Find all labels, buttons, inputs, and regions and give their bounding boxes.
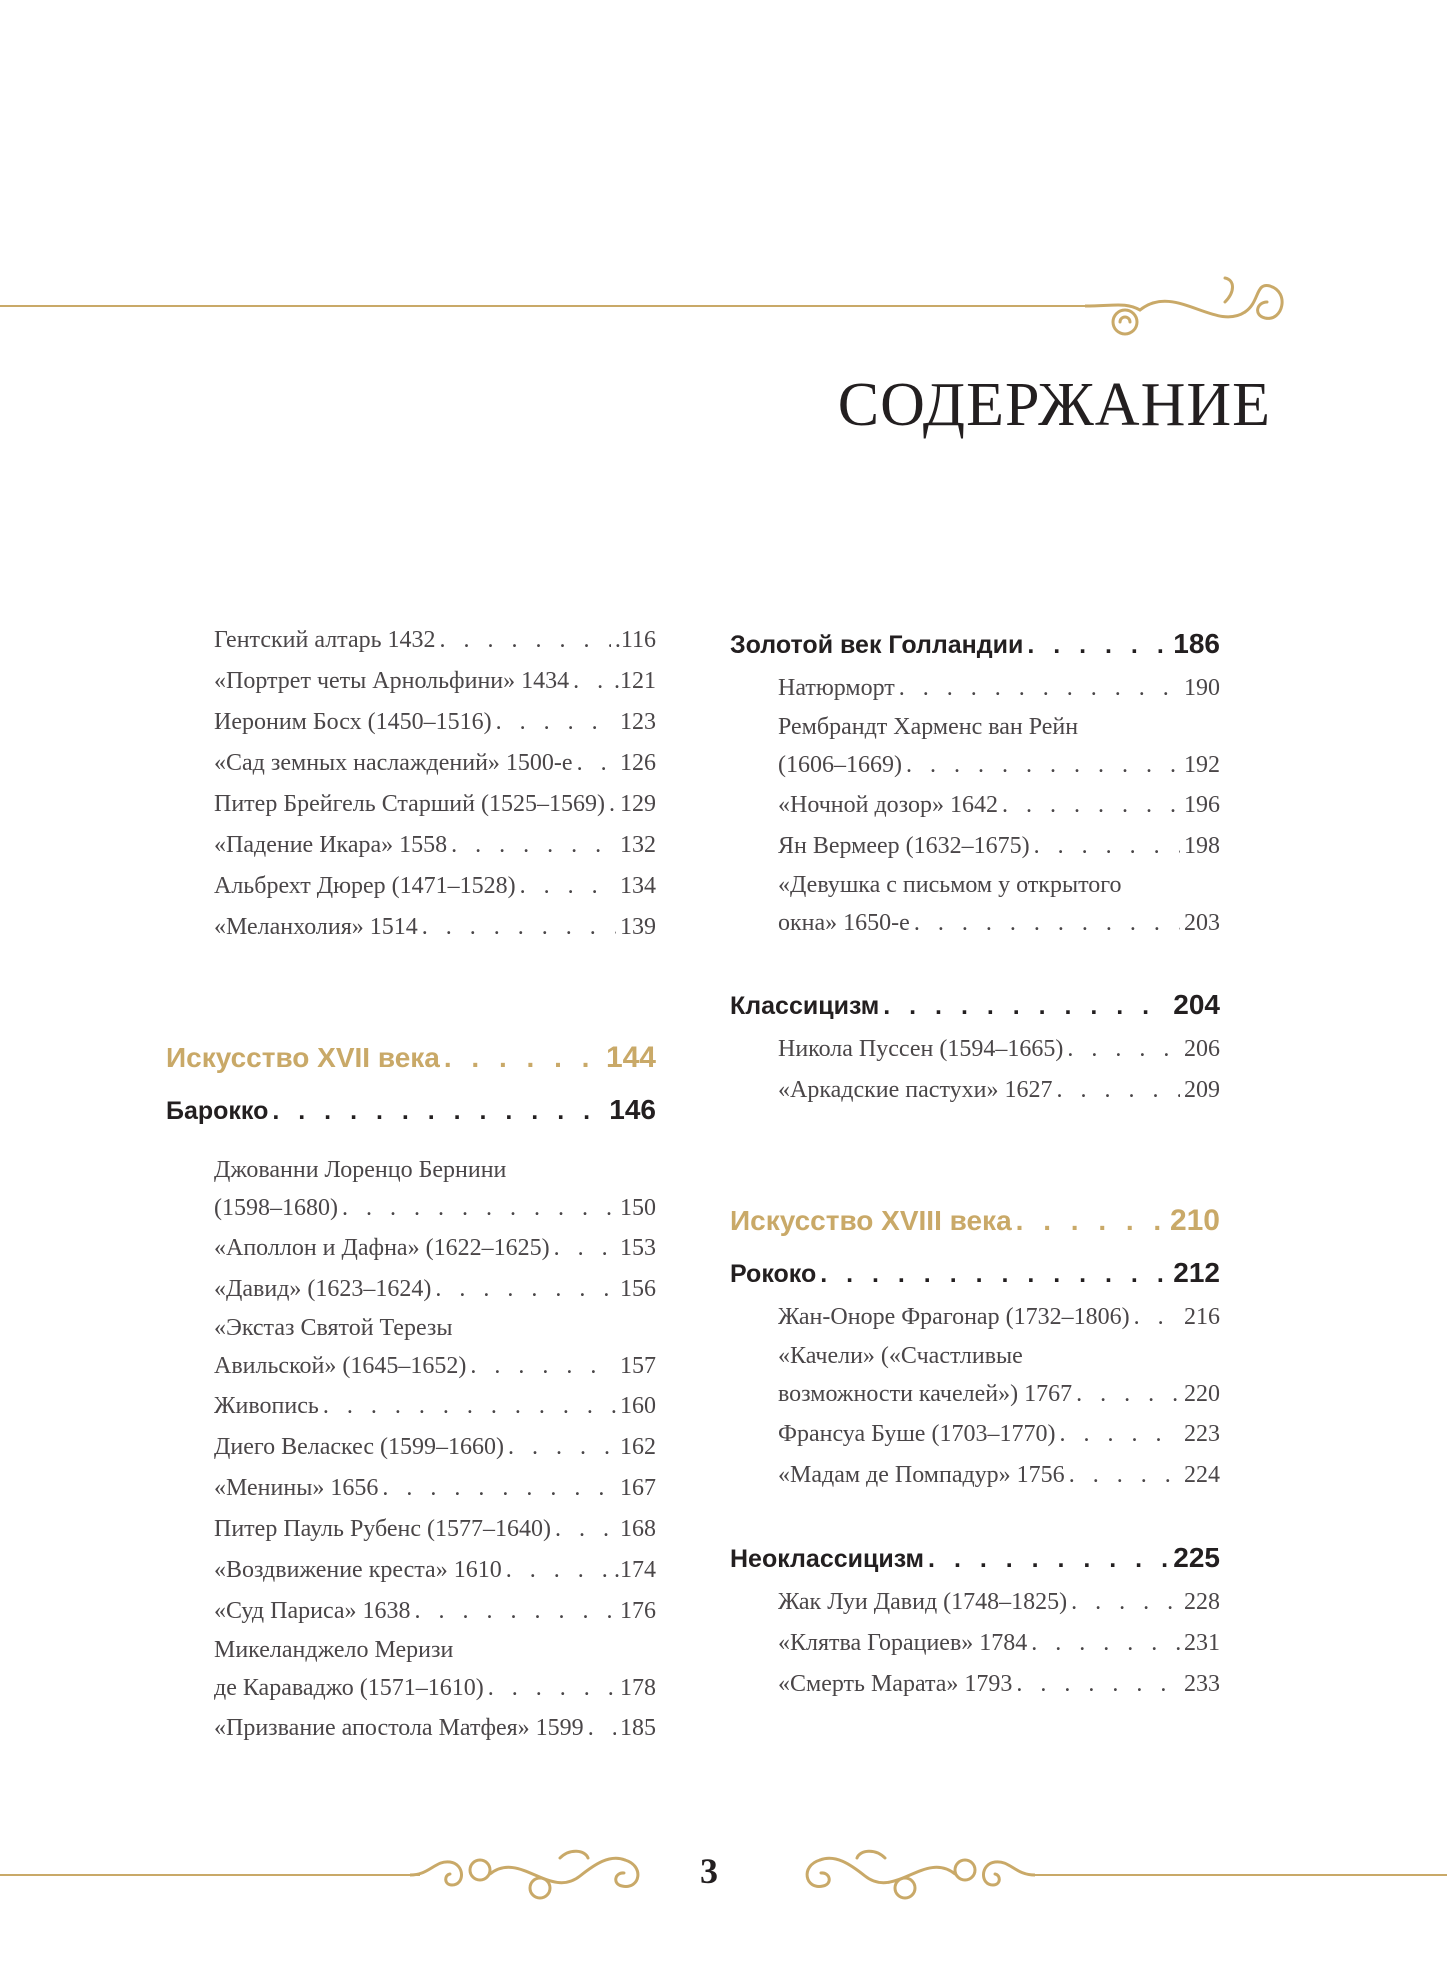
dot-leader — [899, 668, 1180, 709]
dot-leader — [1016, 1193, 1166, 1249]
dot-leader — [415, 1591, 616, 1632]
toc-entry-title: «Ночной дозор» 1642 — [778, 792, 999, 818]
toc-entry-title: «Менины» 1656 — [214, 1475, 379, 1501]
dot-leader — [1016, 1664, 1180, 1705]
toc-entry[interactable] — [730, 1414, 1220, 1455]
toc-entry-title: Альбрехт Дюрер (1471–1528) — [214, 873, 516, 899]
dot-leader — [1056, 1070, 1180, 1111]
toc-entry-page: 153 — [620, 1235, 656, 1261]
toc-entry-title: «Мадам де Помпадур» 1756 — [778, 1462, 1065, 1488]
toc-entry-title: «Портрет четы Арнольфини» 1434 — [214, 668, 570, 694]
toc-entry-title: «Девушка с письмом у открытого — [778, 872, 1122, 898]
toc-entry-title: Диего Веласкес (1599–1660) — [214, 1434, 505, 1460]
toc-entry[interactable] — [730, 867, 1220, 943]
toc-entry-title-cont: возможности качелей») 1767 — [778, 1381, 1073, 1407]
toc-entry[interactable] — [730, 1582, 1220, 1623]
dot-leader — [422, 907, 616, 948]
toc-entry-title: «Призвание апостола Матфея» 1599 — [214, 1715, 584, 1741]
toc-era-heading[interactable] — [166, 1030, 656, 1086]
dot-leader — [520, 866, 616, 907]
dot-leader — [1002, 785, 1180, 826]
toc-entry-page: 190 — [1184, 675, 1220, 701]
toc-entry-page: 198 — [1184, 833, 1220, 859]
dot-leader — [272, 1087, 605, 1134]
toc-entry[interactable] — [166, 1708, 656, 1749]
toc-entry-page: 220 — [1184, 1381, 1220, 1407]
toc-entry-page: 123 — [620, 709, 656, 735]
toc-entry[interactable] — [166, 1550, 656, 1591]
toc-entry[interactable] — [730, 1455, 1220, 1496]
dot-leader — [506, 1550, 610, 1591]
toc-entry[interactable] — [166, 1152, 656, 1228]
dot-leader — [1076, 1374, 1180, 1414]
dot-leader — [1027, 621, 1169, 668]
toc-entry-page: 224 — [1184, 1462, 1220, 1488]
toc-entry-title: Жан-Оноре Фрагонар (1732–1806) — [778, 1304, 1130, 1330]
toc-entry-title: «Аркадские пастухи» 1627 — [778, 1077, 1053, 1103]
toc-entry-title: Иероним Босх (1450–1516) — [214, 709, 492, 735]
toc-entry-page: 178 — [620, 1675, 656, 1701]
dot-leader — [382, 1468, 616, 1509]
toc-entry-page: 132 — [620, 832, 656, 858]
toc-entry-page: 156 — [620, 1276, 656, 1302]
toc-section-page: 146 — [609, 1094, 656, 1125]
toc-entry[interactable] — [730, 1623, 1220, 1664]
toc-entry[interactable] — [730, 709, 1220, 785]
dot-leader — [1034, 826, 1180, 867]
toc-entry-title: «Смерть Марата» 1793 — [778, 1671, 1013, 1697]
page-title: СОДЕРЖАНИЕ — [837, 371, 1271, 439]
toc-entry[interactable] — [166, 1591, 656, 1632]
toc-entry[interactable] — [730, 826, 1220, 867]
dot-leader — [906, 745, 1180, 785]
toc-entry[interactable] — [166, 1427, 656, 1468]
toc-entry-page: .174 — [614, 1557, 656, 1583]
toc-entry[interactable] — [166, 1310, 656, 1386]
bottom-divider-left — [0, 1874, 420, 1876]
toc-era-title: Искусство XVII века — [166, 1042, 440, 1073]
toc-era-title: Искусство XVIII века — [730, 1205, 1012, 1236]
toc-entry-title: «Клятва Горациев» 1784 — [778, 1630, 1028, 1656]
toc-entry-page: 139 — [620, 914, 656, 940]
toc-entry-title-cont: (1606–1669) — [778, 752, 902, 778]
toc-entry[interactable] — [166, 907, 656, 948]
toc-section-page: 204 — [1173, 989, 1220, 1020]
toc-entry-title: Джованни Лоренцо Бернини — [214, 1157, 507, 1183]
toc-entry[interactable] — [166, 1509, 656, 1550]
toc-entry-title: Питер Брейгель Старший (1525–1569) — [214, 791, 605, 817]
scroll-ornament-left-icon — [410, 1840, 670, 1910]
toc-section-title: Неоклассицизм — [730, 1545, 925, 1573]
dot-leader — [470, 1346, 616, 1386]
toc-entry-title: «Воздвижение креста» 1610 — [214, 1557, 502, 1583]
toc-right-column — [730, 620, 1220, 1705]
toc-entry[interactable] — [166, 1228, 656, 1269]
toc-entry[interactable] — [166, 1269, 656, 1310]
toc-entry-page: 209 — [1184, 1077, 1220, 1103]
bottom-divider-right — [1030, 1874, 1447, 1876]
toc-section-heading[interactable] — [730, 1534, 1220, 1582]
toc-entry-page: 160 — [620, 1393, 656, 1419]
toc-entry-title: «Аполлон и Дафна» (1622–1625) — [214, 1235, 550, 1261]
toc-entry[interactable] — [730, 1664, 1220, 1705]
toc-entry[interactable] — [730, 1029, 1220, 1070]
toc-entry-title: Никола Пуссен (1594–1665) — [778, 1036, 1064, 1062]
toc-entry-title: «Меланхолия» 1514 — [214, 914, 418, 940]
page-number: 3 — [700, 1851, 718, 1891]
toc-section-title: Классицизм — [730, 992, 880, 1020]
top-divider — [0, 305, 1090, 307]
toc-entry-title: «Суд Париса» 1638 — [214, 1598, 411, 1624]
toc-section-title: Золотой век Голландии — [730, 631, 1024, 659]
dot-leader — [451, 825, 616, 866]
toc-entry-page: 176 — [620, 1598, 656, 1624]
toc-entry-title: Живопись — [214, 1393, 319, 1419]
toc-era-page: 144 — [605, 1041, 656, 1074]
dot-leader — [609, 784, 616, 825]
toc-entry-title: Питер Пауль Рубенс (1577–1640) — [214, 1516, 552, 1542]
toc-section-title: Рококо — [730, 1260, 817, 1288]
toc-entry[interactable] — [166, 661, 656, 702]
toc-entry-page: 206 — [1184, 1036, 1220, 1062]
toc-entry-title: «Сад земных наслаждений» 1500-е — [214, 750, 573, 776]
toc-entry-title: Гентский алтарь 1432 — [214, 627, 436, 653]
toc-entry-title: «Экстаз Святой Терезы — [214, 1315, 453, 1341]
toc-entry-page: 228 — [1184, 1589, 1220, 1615]
dot-leader — [577, 743, 616, 784]
dot-leader — [496, 702, 616, 743]
toc-entry-title: «Давид» (1623–1624) — [214, 1276, 432, 1302]
toc-entry-title: «Качели» («Счастливые — [778, 1343, 1023, 1369]
toc-entry[interactable] — [166, 743, 656, 784]
dot-leader — [588, 1708, 616, 1749]
toc-entry-page: 129 — [620, 791, 656, 817]
toc-entry[interactable] — [730, 785, 1220, 826]
dot-leader — [1059, 1414, 1180, 1455]
toc-entry-title: Микеланджело Меризи — [214, 1637, 454, 1663]
toc-entry[interactable] — [166, 866, 656, 907]
dot-leader — [488, 1668, 616, 1708]
dot-leader — [1071, 1582, 1180, 1623]
toc-entry-page: 185 — [620, 1715, 656, 1741]
toc-entry[interactable] — [166, 1468, 656, 1509]
dot-leader — [1067, 1029, 1180, 1070]
toc-entry-page: 231 — [1184, 1630, 1220, 1656]
toc-entry-title: Ян Вермеер (1632–1675) — [778, 833, 1030, 859]
dot-leader — [928, 1535, 1169, 1582]
toc-entry-page: 233 — [1184, 1671, 1220, 1697]
toc-entry-title-cont: де Караваджо (1571–1610) — [214, 1675, 484, 1701]
toc-entry[interactable] — [166, 825, 656, 866]
toc-entry[interactable] — [730, 1297, 1220, 1338]
toc-entry[interactable] — [730, 668, 1220, 709]
toc-entry-title-cont: Авильской» (1645–1652) — [214, 1353, 467, 1379]
toc-entry[interactable] — [166, 1386, 656, 1427]
dot-leader — [323, 1386, 616, 1427]
toc-entry-page: 203 — [1184, 910, 1220, 936]
dot-leader — [554, 1228, 616, 1269]
dot-leader — [573, 661, 610, 702]
dot-leader — [883, 982, 1169, 1029]
toc-entry[interactable] — [730, 1070, 1220, 1111]
toc-era-heading[interactable] — [730, 1193, 1220, 1249]
toc-entry[interactable] — [166, 784, 656, 825]
dot-leader — [1134, 1297, 1180, 1338]
toc-entry-page: 168 — [620, 1516, 656, 1542]
toc-entry-page: 157 — [620, 1353, 656, 1379]
toc-entry-page: .116 — [614, 627, 656, 653]
toc-section-title: Барокко — [166, 1097, 269, 1125]
dot-leader — [435, 1269, 616, 1310]
toc-entry-page: 134 — [620, 873, 656, 899]
scroll-ornament-right-icon — [775, 1840, 1035, 1910]
toc-entry-page: 196 — [1184, 792, 1220, 818]
toc-entry-page: 192 — [1184, 752, 1220, 778]
toc-section-page: 186 — [1173, 628, 1220, 659]
toc-entry-title: Рембрандт Харменс ван Рейн — [778, 714, 1079, 740]
dot-leader — [508, 1427, 616, 1468]
toc-entry-page: 216 — [1184, 1304, 1220, 1330]
toc-section-page: 212 — [1173, 1257, 1220, 1288]
toc-entry-title-cont: (1598–1680) — [214, 1195, 338, 1221]
scroll-ornament-icon — [1085, 272, 1295, 342]
toc-section-page: 225 — [1173, 1542, 1220, 1573]
toc-entry[interactable] — [166, 702, 656, 743]
toc-section-heading[interactable] — [730, 981, 1220, 1029]
dot-leader — [444, 1030, 602, 1086]
dot-leader — [342, 1188, 616, 1228]
toc-era-page: 210 — [1169, 1204, 1220, 1237]
toc-section-heading[interactable] — [166, 1086, 656, 1134]
dot-leader — [555, 1509, 616, 1550]
dot-leader — [820, 1250, 1169, 1297]
toc-entry-title: Франсуа Буше (1703–1770) — [778, 1421, 1056, 1447]
dot-leader — [440, 620, 611, 661]
toc-entry-page: 167 — [620, 1475, 656, 1501]
toc-entry-title-cont: окна» 1650-е — [778, 910, 910, 936]
toc-section-heading[interactable] — [730, 1249, 1220, 1297]
toc-entry-page: 223 — [1184, 1421, 1220, 1447]
toc-entry-title: «Падение Икара» 1558 — [214, 832, 448, 858]
toc-entry-title: Натюрморт — [778, 675, 895, 701]
toc-entry-page: 126 — [620, 750, 656, 776]
toc-entry-page: .121 — [614, 668, 656, 694]
toc-entry[interactable] — [166, 1632, 656, 1708]
toc-entry-page: 150 — [620, 1195, 656, 1221]
toc-section-heading[interactable] — [730, 620, 1220, 668]
dot-leader — [1069, 1455, 1180, 1496]
toc-entry-title: Жак Луи Давид (1748–1825) — [778, 1589, 1068, 1615]
dot-leader — [914, 903, 1180, 943]
toc-left-column — [166, 620, 656, 1749]
toc-entry-page: 162 — [620, 1434, 656, 1460]
toc-entry[interactable] — [730, 1338, 1220, 1414]
toc-entry[interactable] — [166, 620, 656, 661]
dot-leader — [1031, 1623, 1180, 1664]
